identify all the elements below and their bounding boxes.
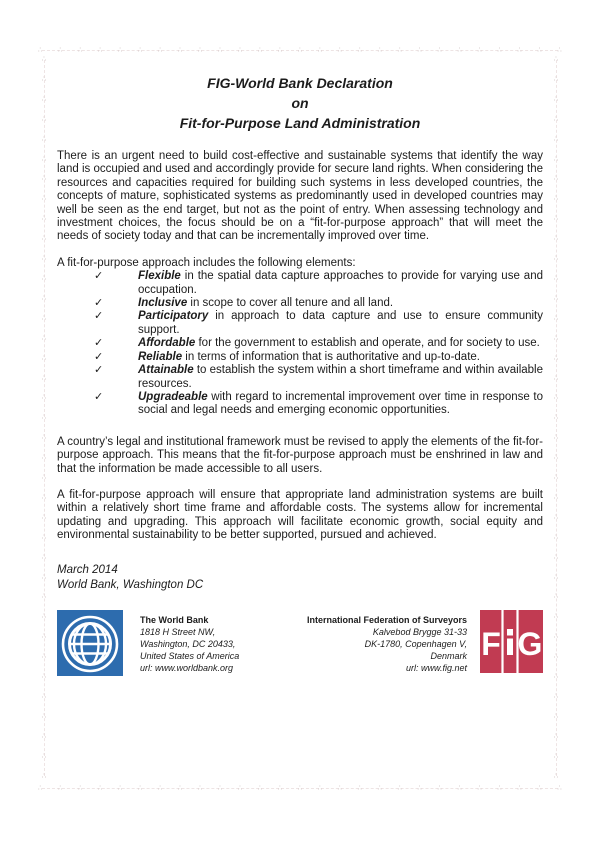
border-ornament: ∴ bbox=[157, 784, 163, 792]
fig-name: International Federation of Surveyors bbox=[306, 614, 467, 625]
list-item-keyword: Reliable bbox=[138, 350, 183, 363]
border-ornament: ∴ bbox=[41, 434, 47, 442]
list-item-text: in scope to cover all tenure and all land. bbox=[187, 297, 394, 310]
border-ornament: ∴ bbox=[417, 46, 422, 54]
border-ornament: ∴ bbox=[553, 56, 559, 63]
list-item-keyword: Participatory bbox=[138, 310, 209, 323]
border-ornament: ∴ bbox=[41, 673, 47, 681]
border-ornament: ∴ bbox=[41, 454, 47, 462]
border-ornament: ∴ bbox=[317, 784, 323, 792]
border-ornament: ∴ bbox=[553, 752, 559, 760]
border-ornament: ∴ bbox=[41, 56, 47, 63]
border-ornament: ∴ bbox=[41, 155, 47, 163]
list-item-text: for the government to establish and operate, and for society to use. bbox=[195, 337, 540, 350]
world-bank-name: The World Bank bbox=[140, 614, 209, 625]
border-ornament: ∴ bbox=[553, 115, 559, 123]
border-ornament: ∴ bbox=[41, 653, 47, 661]
border-ornament: ∴ bbox=[41, 414, 47, 422]
document-body bbox=[57, 60, 543, 676]
border-ornament: ∴ bbox=[41, 354, 47, 362]
title-line-3: Fit-for-Purpose Land Administration bbox=[179, 115, 421, 131]
list-item bbox=[57, 270, 543, 297]
world-bank-address-line: United States of America bbox=[140, 650, 240, 661]
fig-letter-i bbox=[507, 629, 513, 655]
border-ornament: ∴ bbox=[41, 613, 47, 621]
title-line-2: on bbox=[291, 95, 309, 111]
border-ornament: ∴ bbox=[41, 95, 47, 103]
border-ornament: ∴ bbox=[553, 155, 559, 163]
border-ornament: ∴ bbox=[237, 784, 243, 792]
border-ornament: ∴ bbox=[417, 784, 422, 792]
fig-address-line: Kalvebod Brygge 31-33 bbox=[372, 626, 467, 637]
world-bank-url: url: www.worldbank.org bbox=[140, 662, 234, 673]
border-ornament: ∴ bbox=[277, 46, 283, 54]
border-ornament: ∴ bbox=[41, 712, 47, 720]
border-ornament: ∴ bbox=[357, 46, 362, 54]
border-ornament: ∴ bbox=[553, 314, 559, 322]
world-bank-address-block bbox=[140, 610, 239, 674]
border-ornament: ∴ bbox=[41, 334, 47, 342]
border-ornament: ∴ bbox=[553, 75, 559, 83]
signature-date: March 2014 bbox=[57, 563, 118, 576]
border-ornament: ∴ bbox=[557, 46, 562, 54]
signature-place: World Bank, Washington DC bbox=[57, 578, 204, 591]
world-bank-address-line: Washington, DC 20433, bbox=[140, 638, 236, 649]
border-ornament: ∴ bbox=[41, 573, 47, 581]
list-item-text: in the spatial data capture approaches to provide for varying use and occupation. bbox=[138, 270, 543, 296]
list-item-keyword: Flexible bbox=[138, 270, 181, 283]
border-ornament: ∴ bbox=[557, 784, 562, 792]
border-ornament: ∴ bbox=[477, 784, 482, 792]
border-ornament: ∴ bbox=[41, 215, 47, 223]
border-ornament: ∴ bbox=[41, 633, 47, 641]
border-ornament: ∴ bbox=[97, 784, 103, 792]
list-item-text: in approach to data capture and use to ensure community support. bbox=[138, 310, 543, 336]
border-ornament: ∴ bbox=[537, 784, 542, 792]
fig-letter-f: F bbox=[481, 625, 501, 662]
border-ornament: ∴ bbox=[41, 115, 47, 123]
list-item bbox=[57, 391, 543, 418]
border-ornament: ∴ bbox=[38, 46, 43, 54]
border-ornament: ∴ bbox=[553, 135, 559, 143]
border-ornament: ∴ bbox=[553, 772, 559, 780]
border-ornament: ∴ bbox=[553, 215, 559, 223]
border-ornament: ∴ bbox=[257, 784, 263, 792]
border-ornaments-top bbox=[38, 44, 562, 56]
border-ornament: ∴ bbox=[41, 752, 47, 760]
list-item-keyword: Inclusive bbox=[138, 297, 188, 310]
border-ornament: ∴ bbox=[553, 673, 559, 681]
border-ornament: ∴ bbox=[457, 46, 462, 54]
border-ornament: ∴ bbox=[553, 434, 559, 442]
border-ornament: ∴ bbox=[41, 732, 47, 740]
border-ornament: ∴ bbox=[437, 784, 442, 792]
border-ornament: ∴ bbox=[553, 95, 559, 103]
border-ornament: ∴ bbox=[553, 354, 559, 362]
border-ornament: ∴ bbox=[41, 175, 47, 183]
border-ornament: ∴ bbox=[41, 314, 47, 322]
border-ornament: ∴ bbox=[553, 712, 559, 720]
border-ornament: ∴ bbox=[357, 784, 362, 792]
list-item bbox=[57, 364, 543, 391]
border-ornament: ∴ bbox=[497, 46, 502, 54]
border-ornament: ∴ bbox=[41, 513, 47, 521]
world-bank-address-line: 1818 H Street NW, bbox=[140, 626, 216, 637]
border-ornament: ∴ bbox=[337, 784, 342, 792]
border-ornament: ∴ bbox=[553, 493, 559, 501]
border-ornament: ∴ bbox=[553, 732, 559, 740]
world-bank-logo bbox=[57, 610, 123, 676]
list-item-text: in terms of information that is authoritative and up-to-date. bbox=[182, 350, 480, 363]
border-ornament: ∴ bbox=[553, 593, 559, 601]
border-ornament: ∴ bbox=[97, 46, 103, 54]
border-ornament: ∴ bbox=[77, 46, 83, 54]
list-item bbox=[57, 310, 543, 337]
list-item-keyword: Attainable bbox=[138, 364, 194, 377]
border-ornament: ∴ bbox=[41, 235, 47, 243]
border-ornament: ∴ bbox=[41, 553, 47, 561]
list-item bbox=[57, 351, 543, 364]
border-ornament: ∴ bbox=[553, 454, 559, 462]
intro-paragraph: There is an urgent need to build cost-effective and sustainable systems that identify the way land is occupied and used and accordingly provide for secure land rights. When considering the resources and capacities required for building such systems in less developed countries, the concepts of mature, sophisticated systems as predominantly used in developed countries may well be seen as the end target, but not as the point of entry. When assessing technology and investment choices, the focus should be on a “fit-for-purpose approach” that will meet the needs of society today and that can be incrementally improved over time. bbox=[57, 150, 543, 243]
legal-framework-paragraph: A country’s legal and institutional framework must be revised to apply the elements of the fit-for-purpose approach. This means that the fit-for-purpose approach must be enshrined in law and that the information be made accessible to all users. bbox=[57, 435, 543, 475]
footer-logos bbox=[57, 610, 543, 676]
border-ornament: ∴ bbox=[41, 274, 47, 282]
list-item-text: to establish the system within a short timeframe and within available resources. bbox=[138, 364, 543, 390]
border-ornament: ∴ bbox=[57, 784, 63, 792]
fig-address-line: DK-1780, Copenhagen V, bbox=[364, 638, 467, 649]
border-ornaments-bottom bbox=[38, 782, 562, 794]
border-ornament: ∴ bbox=[137, 784, 143, 792]
border-ornament: ∴ bbox=[377, 784, 382, 792]
border-ornament: ∴ bbox=[537, 46, 542, 54]
border-ornament: ∴ bbox=[553, 374, 559, 382]
border-ornament: ∴ bbox=[257, 46, 263, 54]
checkmark-icon: ✓ bbox=[94, 310, 104, 323]
border-ornament: ∴ bbox=[41, 693, 47, 700]
border-ornament: ∴ bbox=[517, 46, 522, 54]
border-ornament: ∴ bbox=[77, 784, 83, 792]
title-line-1: FIG-World Bank Declaration bbox=[207, 75, 393, 91]
border-ornament: ∴ bbox=[41, 533, 47, 541]
checkmark-icon: ✓ bbox=[94, 390, 104, 403]
border-ornament: ∴ bbox=[217, 784, 223, 792]
border-ornament: ∴ bbox=[397, 784, 402, 792]
border-ornament: ∴ bbox=[553, 533, 559, 541]
elements-checklist bbox=[57, 270, 543, 417]
ensure-paragraph: A fit-for-purpose approach will ensure that appropriate land administration systems are built within a relatively short time frame and affordable costs. The systems allow for incremental updating and upgrading. This approach will facilitate economic growth, social equity and environmental sustainability to be better supported, pursued and achieved. bbox=[57, 488, 543, 542]
border-ornament: ∴ bbox=[553, 235, 559, 243]
border-ornament: ∴ bbox=[177, 46, 183, 54]
fig-address-line: Denmark bbox=[430, 650, 467, 661]
border-ornament: ∴ bbox=[277, 784, 283, 792]
checkmark-icon: ✓ bbox=[94, 364, 104, 377]
border-ornament: ∴ bbox=[553, 294, 559, 302]
border-ornament: ∴ bbox=[397, 46, 402, 54]
document-title bbox=[57, 73, 543, 133]
border-ornament: ∴ bbox=[553, 334, 559, 342]
border-ornament: ∴ bbox=[177, 784, 183, 792]
border-ornament: ∴ bbox=[137, 46, 143, 54]
border-ornament: ∴ bbox=[553, 394, 559, 402]
border-ornament: ∴ bbox=[57, 46, 63, 54]
border-ornament: ∴ bbox=[553, 474, 559, 482]
border-ornament: ∴ bbox=[317, 46, 323, 54]
border-ornament: ∴ bbox=[41, 294, 47, 302]
list-item-keyword: Upgradeable bbox=[138, 390, 208, 403]
border-ornament: ∴ bbox=[157, 46, 163, 54]
border-ornament: ∴ bbox=[41, 195, 47, 203]
border-ornament: ∴ bbox=[41, 135, 47, 143]
border-ornament: ∴ bbox=[553, 693, 559, 700]
checkmark-icon: ✓ bbox=[94, 270, 104, 283]
checkmark-icon: ✓ bbox=[94, 350, 104, 363]
fig-url: url: www.fig.net bbox=[405, 662, 467, 673]
fig-block bbox=[307, 610, 543, 674]
border-ornament: ∴ bbox=[457, 784, 462, 792]
border-ornament: ∴ bbox=[553, 553, 559, 561]
border-ornament: ∴ bbox=[117, 46, 123, 54]
border-ornament: ∴ bbox=[237, 46, 243, 54]
fig-logo bbox=[480, 610, 543, 673]
border-ornament: ∴ bbox=[41, 772, 47, 780]
list-item bbox=[57, 297, 543, 310]
border-ornament: ∴ bbox=[217, 46, 223, 54]
border-ornament: ∴ bbox=[553, 195, 559, 203]
border-ornament: ∴ bbox=[553, 175, 559, 183]
list-item-text: with regard to incremental improvement over time in response to social and legal needs and emerging economic opportunities. bbox=[138, 390, 543, 417]
border-ornament: ∴ bbox=[41, 593, 47, 601]
border-ornament: ∴ bbox=[41, 374, 47, 382]
border-ornament: ∴ bbox=[297, 784, 303, 792]
checkmark-icon: ✓ bbox=[94, 337, 104, 350]
border-ornament: ∴ bbox=[377, 46, 382, 54]
border-ornaments-left bbox=[38, 56, 50, 780]
list-item-keyword: Affordable bbox=[138, 337, 196, 350]
checkmark-icon: ✓ bbox=[94, 297, 104, 310]
border-ornament: ∴ bbox=[553, 255, 559, 263]
border-ornament: ∴ bbox=[41, 75, 47, 83]
border-ornament: ∴ bbox=[553, 513, 559, 521]
border-ornament: ∴ bbox=[117, 784, 123, 792]
border-ornament: ∴ bbox=[553, 274, 559, 282]
border-ornament: ∴ bbox=[41, 474, 47, 482]
border-ornament: ∴ bbox=[197, 46, 203, 54]
border-ornament: ∴ bbox=[477, 46, 482, 54]
fig-letter-g: G bbox=[517, 625, 543, 662]
border-ornament: ∴ bbox=[297, 46, 303, 54]
border-ornament: ∴ bbox=[553, 633, 559, 641]
border-ornament: ∴ bbox=[517, 784, 522, 792]
border-ornament: ∴ bbox=[41, 493, 47, 501]
border-ornaments-right bbox=[550, 56, 562, 780]
border-ornament: ∴ bbox=[553, 573, 559, 581]
border-ornament: ∴ bbox=[497, 784, 502, 792]
border-ornament: ∴ bbox=[553, 414, 559, 422]
border-ornament: ∴ bbox=[553, 653, 559, 661]
list-lead-paragraph: A fit-for-purpose approach includes the following elements: bbox=[57, 256, 356, 269]
signature-block bbox=[57, 563, 543, 593]
border-ornament: ∴ bbox=[38, 784, 43, 792]
list-item bbox=[57, 337, 543, 350]
border-ornament: ∴ bbox=[437, 46, 442, 54]
border-ornament: ∴ bbox=[41, 255, 47, 263]
border-ornament: ∴ bbox=[41, 394, 47, 402]
border-ornament: ∴ bbox=[553, 613, 559, 621]
border-ornament: ∴ bbox=[197, 784, 203, 792]
fig-address-block bbox=[307, 610, 467, 674]
border-ornament: ∴ bbox=[337, 46, 342, 54]
